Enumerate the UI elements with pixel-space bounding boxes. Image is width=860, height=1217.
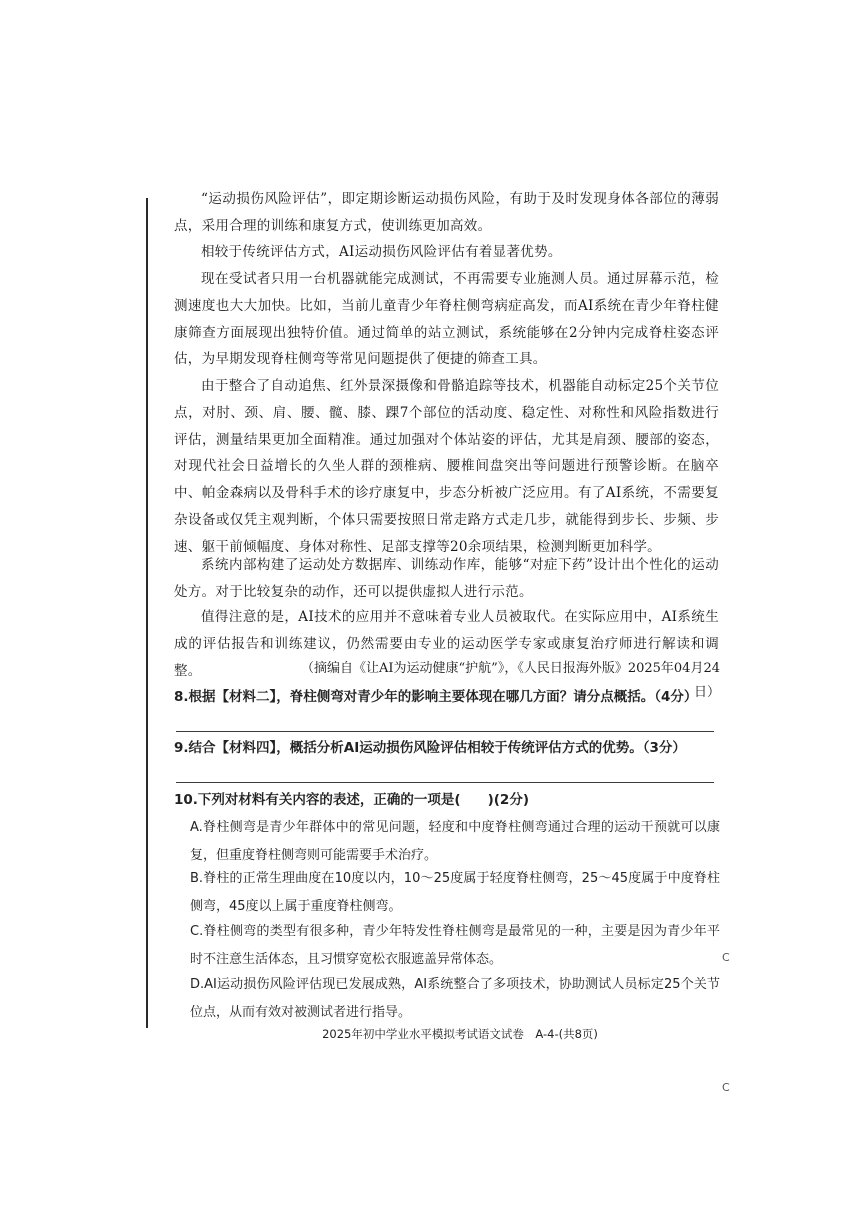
option-d[interactable]: D.AI运动损伤风险评估现已发展成熟，AI系统整合了多项技术，协助测试人员标定25个关节位点，从而有效对被测试者进行指导。: [190, 977, 720, 1020]
answer-line-q9[interactable]: [176, 782, 714, 783]
paragraph-4: 由于整合了自动追焦、红外景深摄像和骨骼追踪等技术，机器能自动标定25个关节位点，对肘、颈、肩、腰、髋、膝、踝7个部位的活动度、稳定性、对称性和风险指数进行评估，测量结果更加全面精准。通过加强对个体站姿的评估，尤其是肩颈、腰部的姿态，对现代社会日益增长的久坐人群的颈椎病、腰椎间盘突出等问题进行预警诊断。在脑卒中、帕金森病以及骨科手术的诊疗康复中，步态分析被广泛应用。有了AI系统，不需要复杂设备或仅凭主观判断，个体只需要按照日常走路方式走几步，就能得到步长、步频、步速、躯干前倾幅度、身体对称性、足部支撑等20余项结果，检测判断更加科学。: [174, 378, 719, 555]
question-10: 10.下列对材料有关内容的表述，正确的一项是( )(2分): [174, 792, 529, 808]
paragraph-5: 系统内部构建了运动处方数据库、训练动作库，能够“对症下药”设计出个性化的运动处方。对于比较复杂的动作，还可以提供虚拟人进行示范。: [174, 557, 719, 600]
paragraph-1: “运动损伤风险评估”，即定期诊断运动损伤风险，有助于及时发现身体各部位的薄弱点，采用合理的训练和康复方式，使训练更加高效。: [174, 191, 719, 234]
source-citation: （摘编自《让AI为运动健康“护航”》，《人民日报海外版》2025年04月24日）: [301, 661, 720, 700]
binding-margin-line: [146, 198, 148, 1028]
paragraph-6: 值得注意的是，AI技术的应用并不意味着专业人员被取代。在实际应用中，AI系统生成的评估报告和训练建议，仍然需要由专业的运动医学专家或康复治疗师进行解读和调整。: [174, 609, 719, 679]
option-a[interactable]: A.脊柱侧弯是青少年群体中的常见问题，轻度和中度脊柱侧弯通过合理的运动干预就可以康复，但重度脊柱侧弯则可能需要手术治疗。: [190, 820, 720, 863]
answer-line-q8[interactable]: [176, 731, 714, 732]
option-c[interactable]: C.脊柱侧弯的类型有很多种，青少年特发性脊柱侧弯是最常见的一种，主要是因为青少年平时不注意生活体态，且习惯穿宽松衣服遮盖异常体态。: [190, 924, 720, 967]
paragraph-2: 相较于传统评估方式，AI运动损伤风险评估有着显著优势。: [201, 244, 562, 260]
edge-mark-2: C: [722, 1081, 730, 1094]
page-footer: 2025年初中学业水平模拟考试语文试卷 A-4-(共8页): [322, 1027, 598, 1041]
question-8: 8.根据【材料二】，脊柱侧弯对青少年的影响主要体现在哪几方面？请分点概括。（4分）: [174, 689, 698, 705]
question-9: 9.结合【材料四】，概括分析AI运动损伤风险评估相较于传统评估方式的优势。（3分）: [174, 740, 686, 756]
edge-mark-1: C: [722, 951, 730, 964]
option-b[interactable]: B.脊柱的正常生理曲度在10度以内，10～25度属于轻度脊柱侧弯，25～45度属于中度脊柱侧弯，45度以上属于重度脊柱侧弯。: [190, 871, 720, 914]
paragraph-3: 现在受试者只用一台机器就能完成测试，不再需要专业施测人员。通过屏幕示范，检测速度也大大加快。比如，当前儿童青少年脊柱侧弯病症高发，而AI系统在青少年脊柱健康筛查方面展现出独特价值。通过简单的站立测试，系统能够在2分钟内完成脊柱姿态评估，为早期发现脊柱侧弯等常见问题提供了便捷的筛查工具。: [174, 271, 719, 368]
